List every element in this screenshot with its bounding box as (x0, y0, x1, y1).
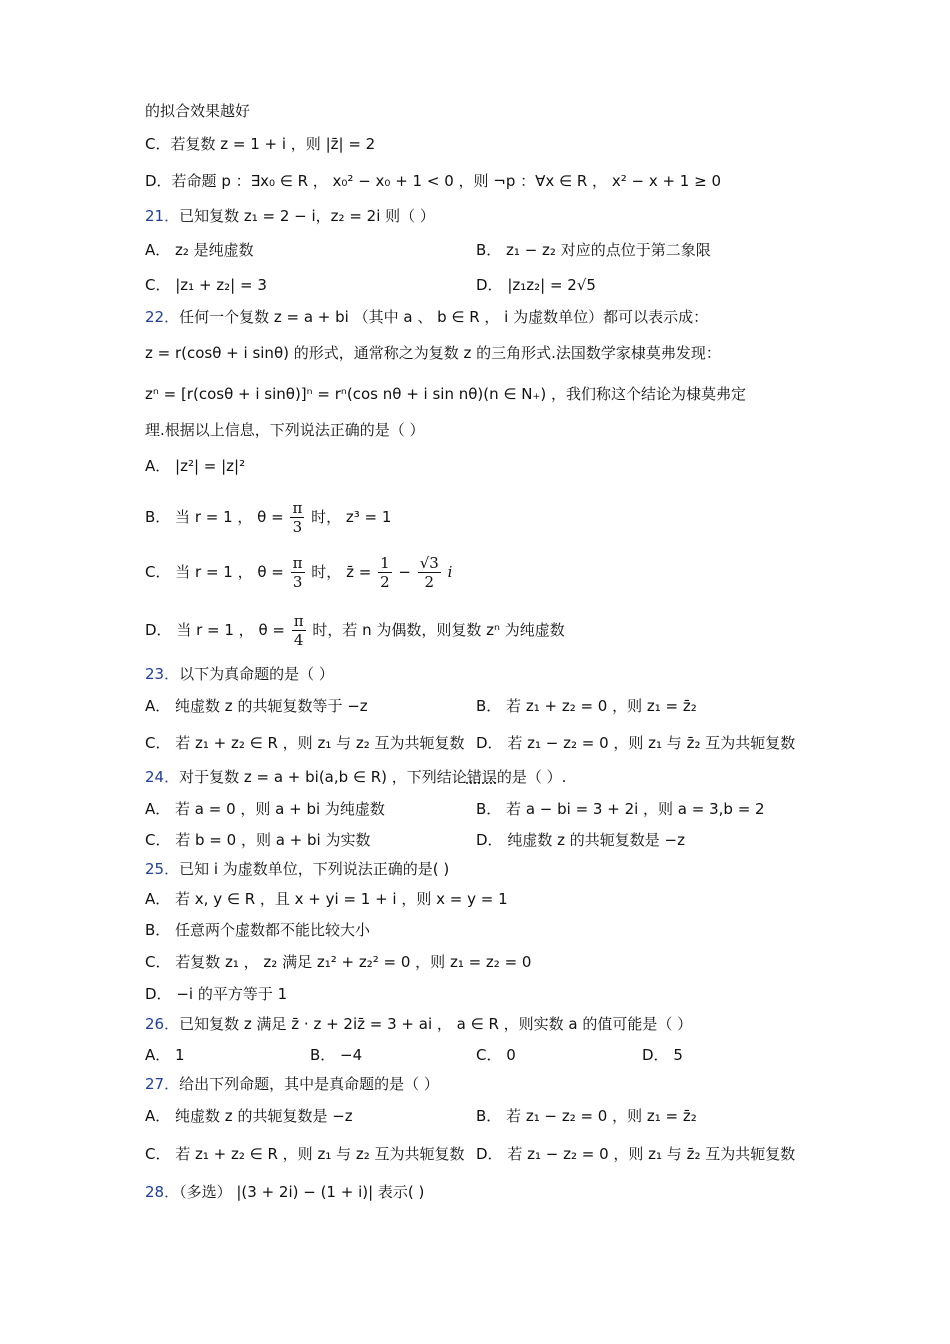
option-text: B． 当 r = 1 ， θ = (145, 508, 284, 526)
fraction (418, 554, 441, 591)
option-d: D． 若 z₁ − z₂ = 0 ，则 z₁ 与 z̄₂ 互为共轭复数 (476, 1145, 796, 1163)
fraction (292, 612, 306, 649)
option-c: C． 若 z₁ + z₂ ∈ R ，则 z₁ 与 z₂ 互为共轭复数 (145, 1145, 465, 1163)
option-b: B． −4 (310, 1046, 363, 1064)
text-line: 的拟合效果越好 (145, 102, 251, 120)
option-b: B． z₁ − z₂ 对应的点位于第二象限 (476, 241, 711, 259)
denominator: 2 (380, 573, 390, 591)
denominator: 3 (292, 573, 303, 591)
question-number: 23． (145, 665, 180, 683)
option-a: A． 纯虚数 z 的共轭复数等于 −z (145, 697, 368, 715)
numerator: π (292, 554, 303, 572)
question-number: 24． (145, 768, 180, 786)
question-24 (145, 767, 566, 787)
option-c: C．若复数 z = 1 + i ，则 |z̄| = 2 (145, 135, 376, 153)
option-b (145, 495, 391, 539)
numerator: π (292, 499, 303, 517)
option-c: C． 0 (476, 1046, 516, 1064)
option-b: B． 任意两个虚数都不能比较大小 (145, 921, 371, 939)
question-stem: 的是（ ）. (496, 768, 567, 786)
question-stem: 任何一个复数 z = a + bi （其中 a 、 b ∈ R ， i 为虚数单位）都可以表示成： (179, 308, 709, 326)
option-text: C． 当 r = 1 ， θ = (145, 563, 284, 581)
question-28 (145, 1182, 424, 1202)
denominator: 4 (293, 631, 304, 649)
numerator: 1 (380, 554, 390, 572)
minus-sign: − (398, 563, 411, 581)
fraction (378, 554, 392, 591)
option-d: D． |z₁z₂| = 2√5 (476, 276, 596, 294)
option-a: A． 若 x, y ∈ R ，且 x + yi = 1 + i ，则 x = y = 1 (145, 890, 508, 908)
option-d (145, 608, 565, 652)
option-d: D． 5 (642, 1046, 683, 1064)
option-a: A． 若 a = 0 ，则 a + bi 为纯虚数 (145, 800, 385, 818)
option-d: D． 若 z₁ − z₂ = 0 ，则 z₁ 与 z̄₂ 互为共轭复数 (476, 734, 796, 752)
option-a: A． 纯虚数 z 的共轭复数是 −z (145, 1107, 353, 1125)
option-d: D． −i 的平方等于 1 (145, 985, 288, 1003)
question-stem-line: z = r(cosθ + i sinθ) 的形式，通常称之为复数 z 的三角形式.法国数学家棣莫弗发现： (145, 344, 721, 362)
question-stem: （多选） |(3 + 2i) − (1 + i)| 表示( ) (179, 1183, 425, 1201)
option-text: D． 当 r = 1 ， θ = (145, 621, 285, 639)
option-b: B． 若 a − bi = 3 + 2i ，则 a = 3,b = 2 (476, 800, 765, 818)
option-a: A． 1 (145, 1046, 185, 1064)
question-stem: 已知 i 为虚数单位，下列说法正确的是( ) (179, 860, 450, 878)
denominator: 3 (292, 518, 303, 536)
question-number: 22． (145, 308, 180, 326)
question-stem: 已知复数 z₁ = 2 − i，z₂ = 2i 则（ ） (179, 207, 435, 225)
question-23 (145, 664, 334, 684)
option-text: 时， z³ = 1 (311, 508, 392, 526)
denominator: 2 (424, 573, 435, 591)
option-text: 时，若 n 为偶数，则复数 zⁿ 为纯虚数 (312, 621, 565, 639)
question-27 (145, 1074, 439, 1094)
option-a: A． |z²| = |z|² (145, 457, 246, 475)
question-26 (145, 1014, 692, 1034)
option-text: 时， z̄ = (311, 563, 372, 581)
option-c: C． 若 b = 0 ，则 a + bi 为实数 (145, 831, 371, 849)
question-number: 28． (145, 1183, 180, 1201)
question-stem: 以下为真命题的是（ ） (179, 665, 334, 683)
question-number: 26． (145, 1015, 180, 1033)
question-stem: 已知复数 z 满足 z̄ · z + 2iz̄ = 3 + ai ， a ∈ R ，则实数 a 的值可能是（ ） (179, 1015, 693, 1033)
option-a: A． z₂ 是纯虚数 (145, 241, 254, 259)
question-25 (145, 859, 449, 879)
option-c (145, 550, 452, 594)
option-d: D．若命题 p ：∃x₀ ∈ R ， x₀² − x₀ + 1 < 0 ，则 ¬p ：∀x ∈ R ， x² − x + 1 ≥ 0 (145, 172, 721, 190)
option-d: D． 纯虚数 z 的共轭复数是 −z (476, 831, 685, 849)
option-text: i (447, 563, 453, 581)
question-21 (145, 206, 435, 226)
question-number: 25． (145, 860, 180, 878)
option-b: B． 若 z₁ + z₂ = 0 ，则 z₁ = z̄₂ (476, 697, 697, 715)
question-stem: 对于复数 z = a + bi(a,b ∈ R) ，下列结论 (179, 768, 467, 786)
numerator: π (293, 612, 304, 630)
question-22 (145, 307, 708, 327)
option-b: B． 若 z₁ − z₂ = 0 ，则 z₁ = z̄₂ (476, 1107, 697, 1125)
question-stem: 给出下列命题，其中是真命题的是（ ） (179, 1075, 439, 1093)
numerator: √3 (419, 554, 439, 572)
question-stem-line: zⁿ = [r(cosθ + i sinθ)]ⁿ = rⁿ(cos nθ + i sin nθ)(n ∈ N₊) ，我们称这个结论为棣莫弗定 (145, 385, 746, 403)
option-c: C． |z₁ + z₂| = 3 (145, 276, 267, 294)
question-stem-line: 理.根据以上信息，下列说法正确的是（ ） (145, 421, 425, 439)
option-c: C． 若 z₁ + z₂ ∈ R ，则 z₁ 与 z₂ 互为共轭复数 (145, 734, 465, 752)
fraction (291, 554, 305, 591)
question-number: 27． (145, 1075, 180, 1093)
emphasis-text: 错误 (466, 768, 497, 786)
fraction (290, 499, 304, 536)
question-number: 21． (145, 207, 180, 225)
option-c: C． 若复数 z₁ ， z₂ 满足 z₁² + z₂² = 0 ，则 z₁ = z₂ = 0 (145, 953, 532, 971)
